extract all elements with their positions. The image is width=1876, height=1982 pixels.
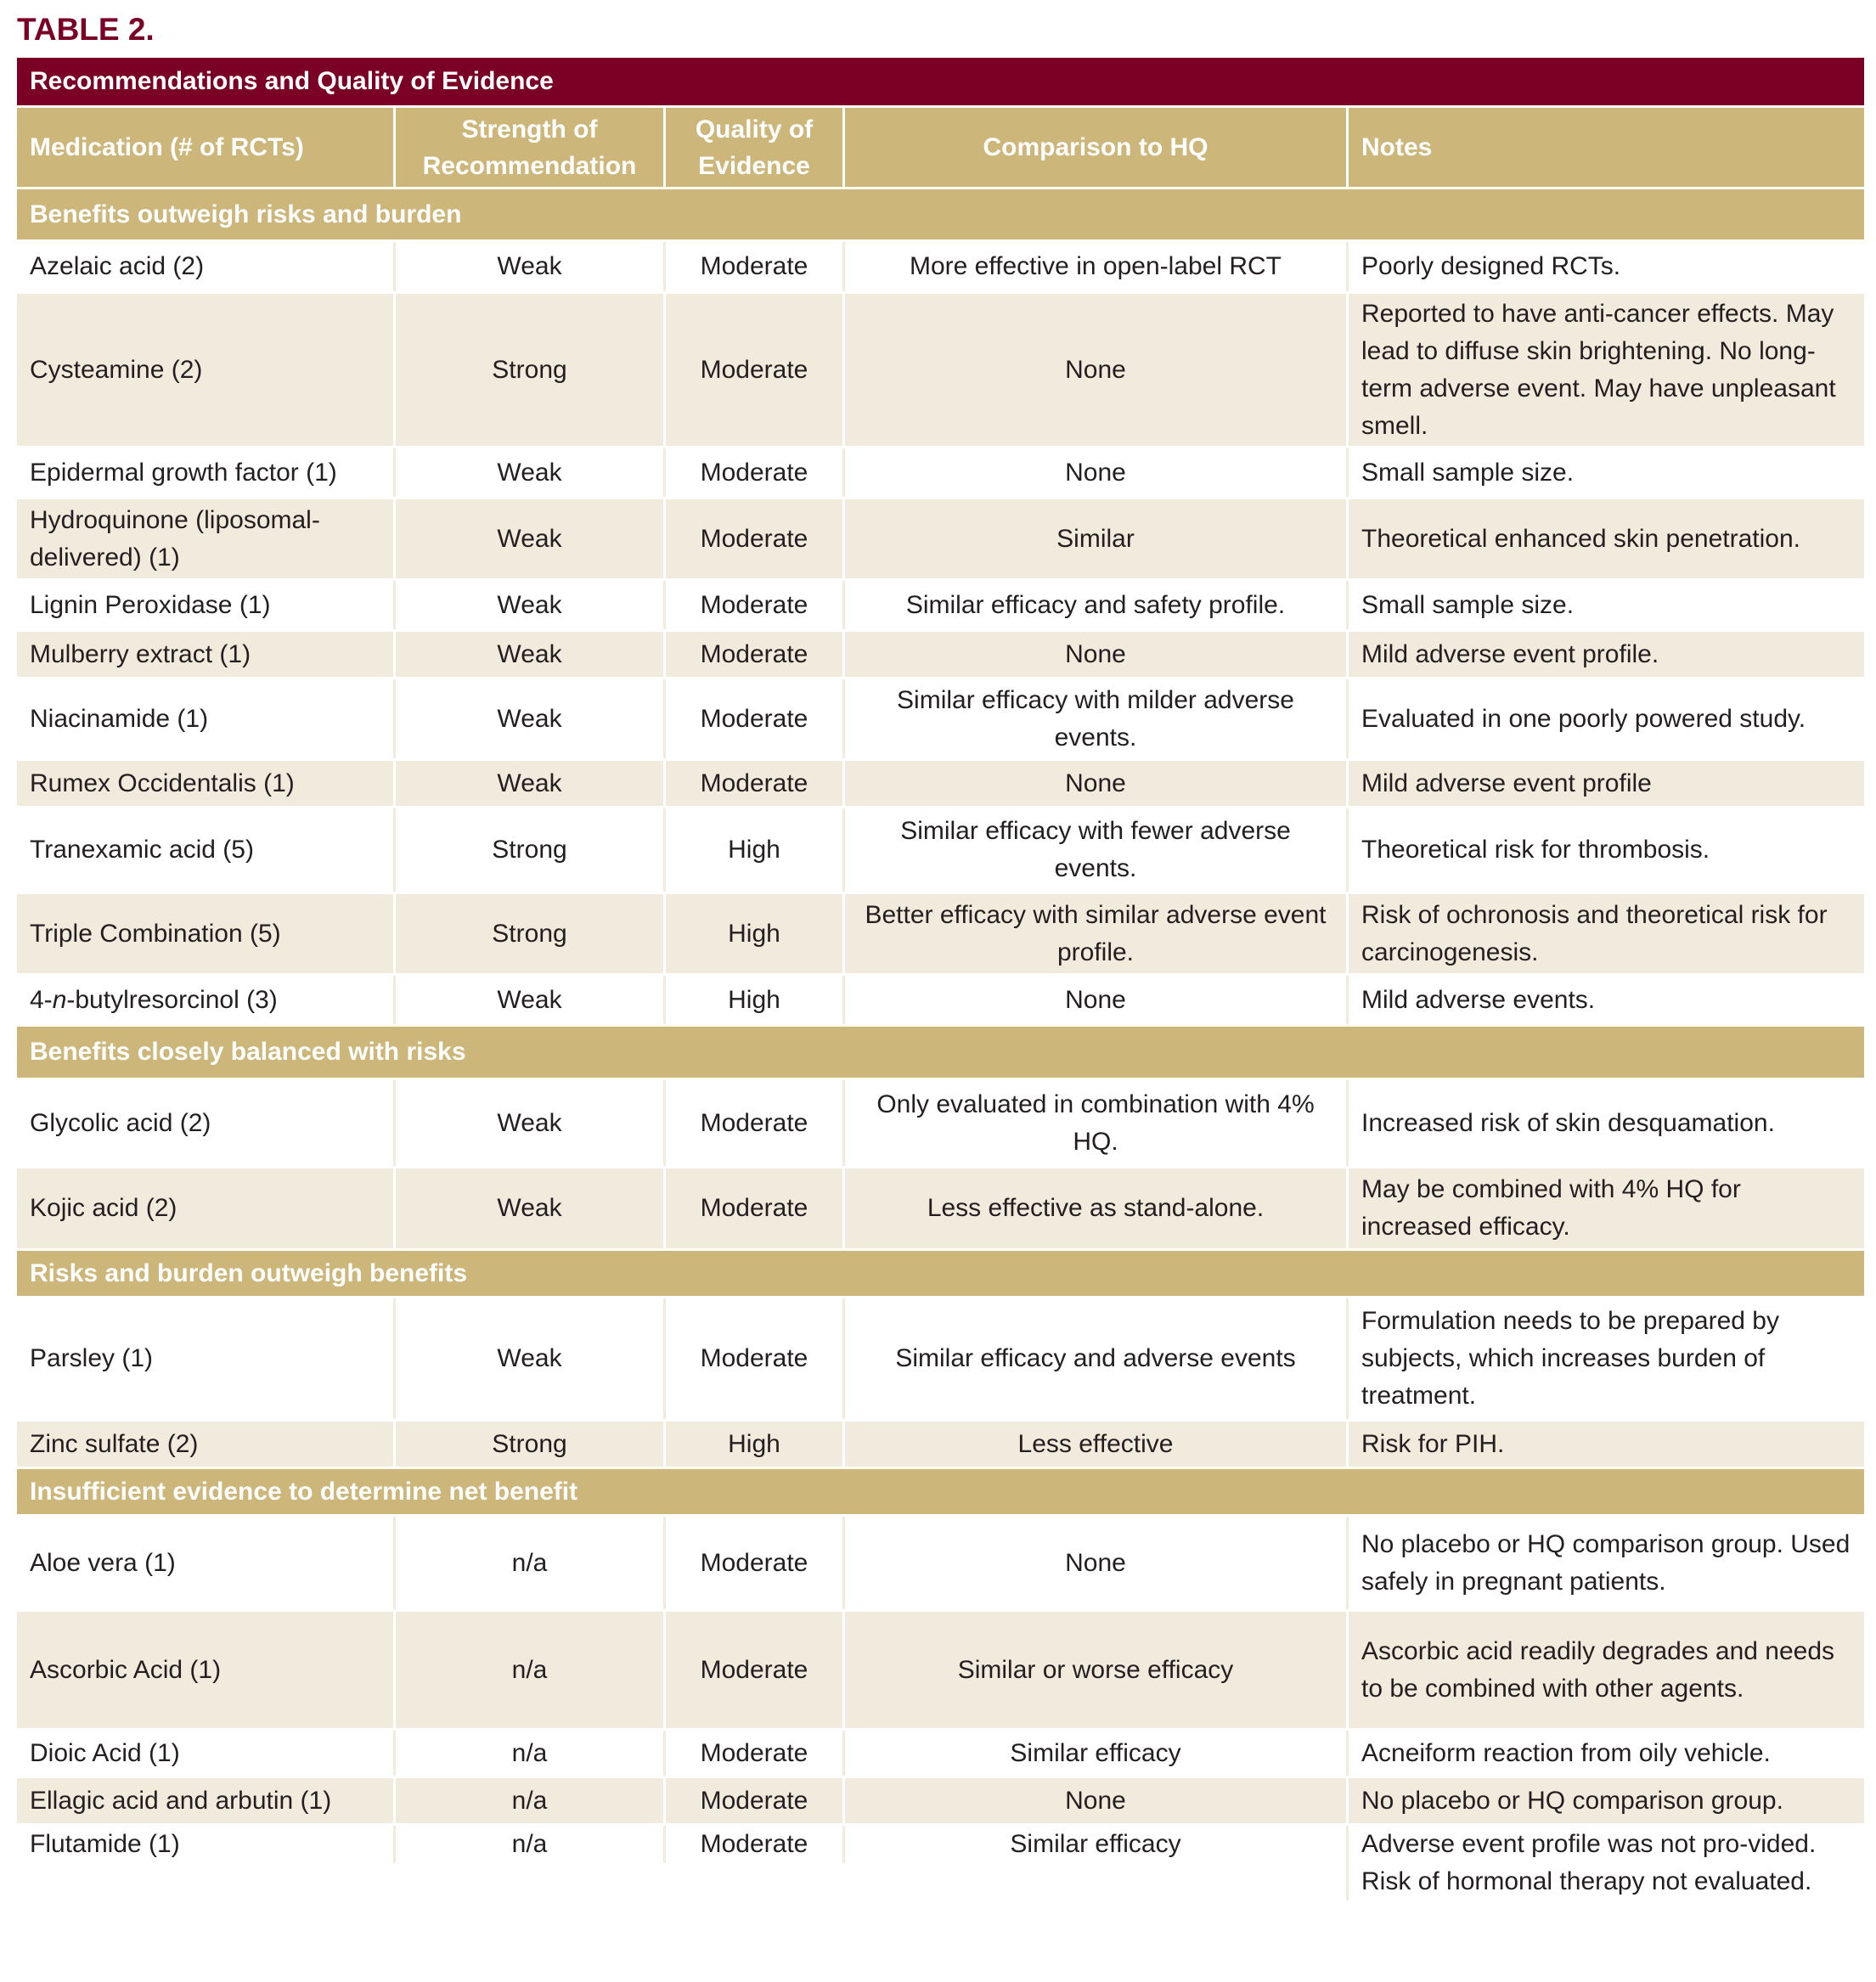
notes-cell: Ascorbic acid readily degrades and needs to be combined with other agents.: [1346, 1612, 1864, 1728]
column-header-medication: Medication (# of RCTs): [30, 133, 304, 161]
medication-cell: Aloe vera (1): [30, 1548, 176, 1577]
notes-cell: Poorly designed RCTs.: [1346, 242, 1864, 291]
notes-cell: May be combined with 4% HQ for increased efficacy.: [1346, 1168, 1864, 1248]
comparison-cell: More effective in open-label RCT: [842, 242, 1346, 291]
comparison-cell: Less effective: [842, 1422, 1346, 1467]
table-row: [17, 1823, 1864, 1957]
table-row: [17, 497, 1864, 578]
comparison-cell: Similar efficacy and adverse events: [842, 1298, 1346, 1419]
strength-cell: n/a: [393, 1778, 663, 1823]
notes-cell: Reported to have anti-cancer effects. May lead to diffuse skin brightening. No long-term adverse event. May have unpleasant smell.: [1346, 294, 1864, 446]
comparison-cell: Similar efficacy with milder adverse events.: [842, 679, 1346, 758]
recommendations-table: [17, 58, 1864, 1957]
quality-cell: Moderate: [663, 1168, 842, 1248]
strength-cell: n/a: [393, 1731, 663, 1776]
quality-cell: Moderate: [663, 242, 842, 291]
table-row: [17, 446, 1864, 497]
medication-cell: Parsley (1): [30, 1344, 154, 1372]
strength-cell: Strong: [393, 894, 663, 973]
notes-cell: No placebo or HQ comparison group.: [1346, 1778, 1864, 1823]
notes-cell: Mild adverse event profile.: [1346, 632, 1864, 677]
notes-cell: Acneiform reaction from oily vehicle.: [1346, 1731, 1864, 1776]
strength-cell: n/a: [393, 1517, 663, 1609]
medication-cell: Azelaic acid (2): [30, 252, 205, 280]
notes-cell: No placebo or HQ comparison group. Used safely in pregnant patients.: [1346, 1517, 1864, 1609]
medication-cell: Kojic acid (2): [30, 1194, 177, 1222]
medication-cell: Tranexamic acid (5): [30, 836, 254, 864]
comparison-cell: Only evaluated in combination with 4% HQ.: [842, 1080, 1346, 1166]
comparison-cell: Similar or worse efficacy: [842, 1612, 1346, 1728]
medication-cell: Lignin Peroxidase (1): [30, 590, 271, 619]
notes-cell: Evaluated in one poorly powered study.: [1346, 679, 1864, 758]
table-label: TABLE 2.: [17, 12, 155, 47]
quality-cell: Moderate: [663, 1826, 842, 1863]
strength-cell: Weak: [393, 976, 663, 1024]
strength-cell: Strong: [393, 808, 663, 892]
notes-cell: Risk of ochronosis and theoretical risk for carcinogenesis.: [1346, 894, 1864, 973]
medication-cell: Ellagic acid and arbutin (1): [30, 1786, 332, 1815]
strength-cell: n/a: [393, 1612, 663, 1728]
strength-cell: Weak: [393, 448, 663, 497]
section-header: Risks and burden outweigh benefits: [17, 1248, 1864, 1296]
comparison-cell: None: [842, 1517, 1346, 1609]
column-header-row: [17, 105, 1864, 187]
quality-cell: Moderate: [663, 1080, 842, 1166]
medication-cell: 4-n-butylresorcinol (3): [30, 985, 278, 1014]
medication-cell: Mulberry extract (1): [30, 639, 251, 668]
quality-cell: Moderate: [663, 581, 842, 629]
strength-cell: Weak: [393, 761, 663, 806]
strength-cell: Weak: [393, 679, 663, 758]
quality-cell: High: [663, 808, 842, 892]
comparison-cell: Similar efficacy: [842, 1826, 1346, 1863]
medication-cell: Hydroquinone (liposomal-delivered) (1): [30, 505, 320, 572]
table-row: [17, 973, 1864, 1024]
medication-cell: Niacinamide (1): [30, 704, 209, 733]
comparison-cell: None: [842, 448, 1346, 497]
table-row: [17, 758, 1864, 806]
comparison-cell: Similar efficacy and safety profile.: [842, 581, 1346, 629]
strength-cell: Weak: [393, 1168, 663, 1248]
table-row: [17, 677, 1864, 758]
table-row: [17, 1609, 1864, 1728]
strength-cell: Strong: [393, 1422, 663, 1467]
table-row: [17, 1078, 1864, 1166]
medication-cell: Rumex Occidentalis (1): [30, 769, 295, 797]
strength-cell: n/a: [393, 1826, 663, 1863]
section-header: Benefits closely balanced with risks: [17, 1024, 1864, 1078]
comparison-cell: Less effective as stand-alone.: [842, 1168, 1346, 1248]
comparison-cell: None: [842, 294, 1346, 446]
notes-cell: Small sample size.: [1346, 581, 1864, 629]
table-row: [17, 1776, 1864, 1823]
medication-cell: Epidermal growth factor (1): [30, 458, 337, 487]
column-header-notes: Notes: [1346, 108, 1864, 187]
medication-cell: Triple Combination (5): [30, 919, 281, 948]
section-header: Benefits outweigh risks and burden: [17, 187, 1864, 239]
notes-cell: Risk for PIH.: [1346, 1422, 1864, 1467]
quality-cell: Moderate: [663, 1731, 842, 1776]
table-row: [17, 1514, 1864, 1609]
comparison-cell: None: [842, 761, 1346, 806]
strength-cell: Strong: [393, 294, 663, 446]
table-row: [17, 578, 1864, 629]
table-row: [17, 806, 1864, 892]
quality-cell: High: [663, 976, 842, 1024]
notes-cell: Increased risk of skin desquamation.: [1346, 1080, 1864, 1166]
comparison-cell: None: [842, 632, 1346, 677]
comparison-cell: None: [842, 976, 1346, 1024]
quality-cell: Moderate: [663, 294, 842, 446]
column-header-comparison: Comparison to HQ: [842, 108, 1346, 187]
table-row: [17, 1419, 1864, 1467]
strength-cell: Weak: [393, 581, 663, 629]
strength-cell: Weak: [393, 1298, 663, 1419]
section-header: Insufficient evidence to determine net benefit: [17, 1467, 1864, 1514]
quality-cell: Moderate: [663, 679, 842, 758]
table-title: Recommendations and Quality of Evidence: [17, 58, 1864, 105]
table-row: [17, 1728, 1864, 1776]
table-row: [17, 1296, 1864, 1419]
notes-cell: Theoretical enhanced skin penetration.: [1346, 499, 1864, 578]
notes-cell: Small sample size.: [1346, 448, 1864, 497]
quality-cell: Moderate: [663, 1612, 842, 1728]
strength-cell: Weak: [393, 242, 663, 291]
quality-cell: High: [663, 894, 842, 973]
quality-cell: Moderate: [663, 1517, 842, 1609]
notes-cell: Formulation needs to be prepared by subjects, which increases burden of treatment.: [1346, 1298, 1864, 1419]
quality-cell: Moderate: [663, 632, 842, 677]
table-row: [17, 629, 1864, 677]
column-header-quality: Quality of Evidence: [663, 108, 842, 187]
quality-cell: Moderate: [663, 761, 842, 806]
strength-cell: Weak: [393, 499, 663, 578]
quality-cell: Moderate: [663, 448, 842, 497]
medication-cell: Dioic Acid (1): [30, 1738, 180, 1767]
comparison-cell: Better efficacy with similar adverse event profile.: [842, 894, 1346, 973]
table-row: [17, 291, 1864, 446]
notes-cell: Mild adverse events.: [1346, 976, 1864, 1024]
notes-cell: Adverse event profile was not pro-vided. Risk of hormonal therapy not evaluated.: [1346, 1826, 1864, 1900]
table-row: [17, 1166, 1864, 1248]
quality-cell: Moderate: [663, 499, 842, 578]
comparison-cell: Similar efficacy with fewer adverse events.: [842, 808, 1346, 892]
quality-cell: Moderate: [663, 1298, 842, 1419]
table-row: [17, 239, 1864, 291]
comparison-cell: None: [842, 1778, 1346, 1823]
notes-cell: Mild adverse event profile: [1346, 761, 1864, 806]
medication-cell: Ascorbic Acid (1): [30, 1655, 222, 1684]
medication-cell: Flutamide (1): [30, 1830, 180, 1858]
medication-cell: Cysteamine (2): [30, 355, 203, 384]
table-row: [17, 892, 1864, 973]
strength-cell: Weak: [393, 1080, 663, 1166]
notes-cell: Theoretical risk for thrombosis.: [1346, 808, 1864, 892]
comparison-cell: Similar efficacy: [842, 1731, 1346, 1776]
medication-cell: Glycolic acid (2): [30, 1108, 211, 1137]
column-header-strength: Strength of Recommendation: [393, 108, 663, 187]
quality-cell: Moderate: [663, 1778, 842, 1823]
medication-cell: Zinc sulfate (2): [30, 1429, 199, 1458]
comparison-cell: Similar: [842, 499, 1346, 578]
strength-cell: Weak: [393, 632, 663, 677]
quality-cell: High: [663, 1422, 842, 1467]
